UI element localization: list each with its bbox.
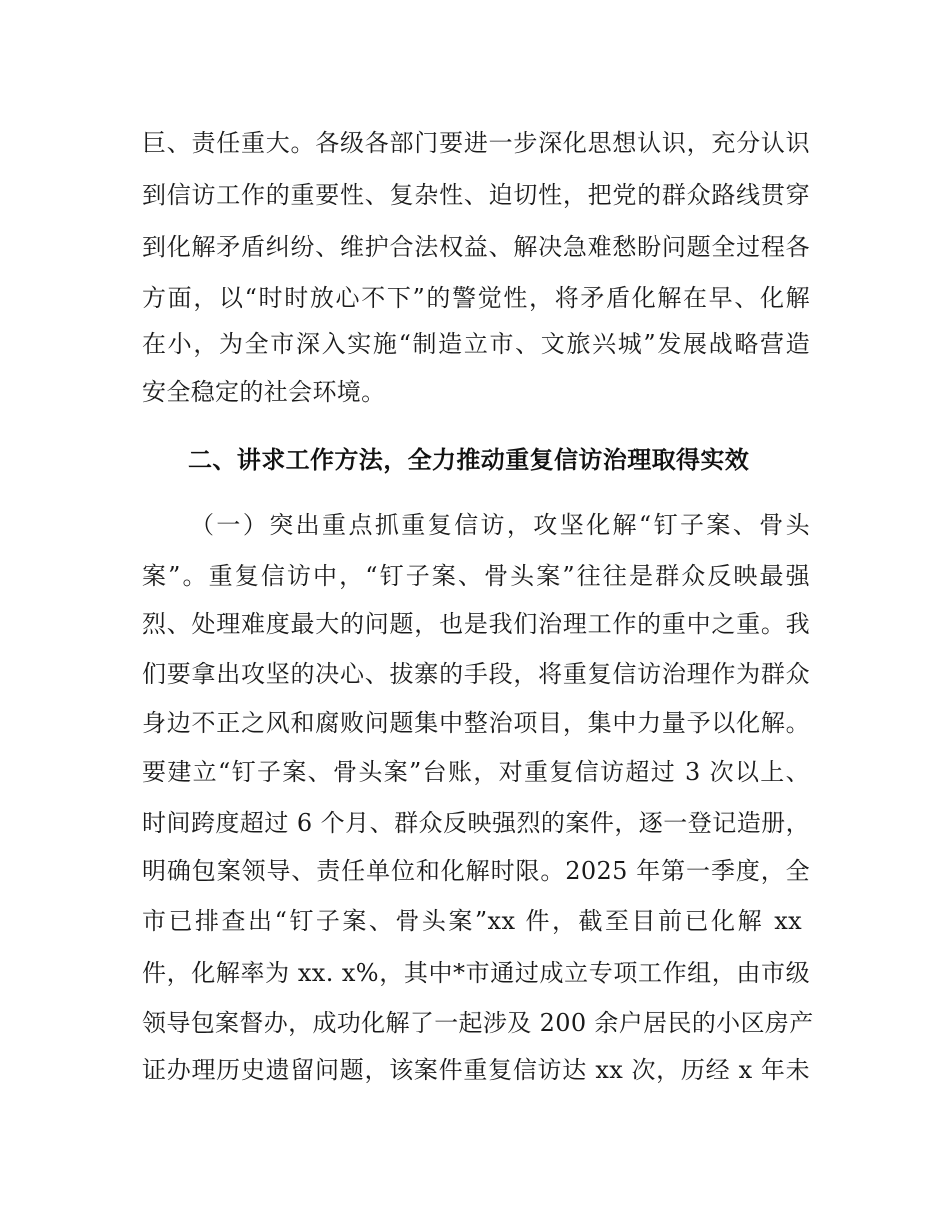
paragraph-line: 明确包案领导、责任单位和化解时限。2025 年第一季度，全 bbox=[142, 857, 810, 885]
paragraph-line: 在小，为全市深入实施“制造立市、文旅兴城”发展战略营造 bbox=[142, 330, 810, 358]
paragraph-line: 巨、责任重大。各级各部门要进一步深化思想认识，充分认识 bbox=[142, 129, 810, 157]
paragraph-line: 们要拿出攻坚的决心、拔寨的手段，将重复信访治理作为群众 bbox=[142, 660, 810, 688]
paragraph-line: 案”。重复信访中，“钉子案、骨头案”往往是群众反映最强 bbox=[142, 562, 810, 590]
paragraph-line: （一）突出重点抓重复信访，攻坚化解“钉子案、骨头 bbox=[190, 511, 810, 539]
paragraph-line: 安全稳定的社会环境。 bbox=[142, 378, 386, 406]
paragraph-line: 领导包案督办，成功化解了一起涉及 200 余户居民的小区房产 bbox=[142, 1009, 814, 1037]
paragraph-line: 方面，以“时时放心不下”的警觉性，将矛盾化解在早、化解 bbox=[142, 284, 810, 312]
paragraph-line: 烈、处理难度最大的问题，也是我们治理工作的重中之重。我 bbox=[142, 610, 810, 638]
paragraph-line: 市已排查出“钉子案、骨头案”xx 件，截至目前已化解 xx bbox=[142, 907, 802, 935]
paragraph-line: 证办理历史遗留问题，该案件重复信访达 xx 次，历经 x 年未 bbox=[142, 1056, 810, 1084]
section-heading: 二、讲求工作方法，全力推动重复信访治理取得实效 bbox=[188, 446, 750, 474]
paragraph-line: 身边不正之风和腐败问题集中整治项目，集中力量予以化解。 bbox=[142, 709, 810, 737]
paragraph-line: 时间跨度超过 6 个月、群众反映强烈的案件，逐一登记造册， bbox=[142, 809, 810, 837]
paragraph-line: 要建立“钉子案、骨头案”台账，对重复信访超过 3 次以上、 bbox=[142, 758, 810, 786]
paragraph-line: 件，化解率为 xx. x%，其中*市通过成立专项工作组，由市级 bbox=[142, 959, 810, 987]
paragraph-line: 到信访工作的重要性、复杂性、迫切性，把党的群众路线贯穿 bbox=[142, 181, 810, 209]
paragraph-line: 到化解矛盾纠纷、维护合法权益、解决急难愁盼问题全过程各 bbox=[142, 233, 810, 261]
